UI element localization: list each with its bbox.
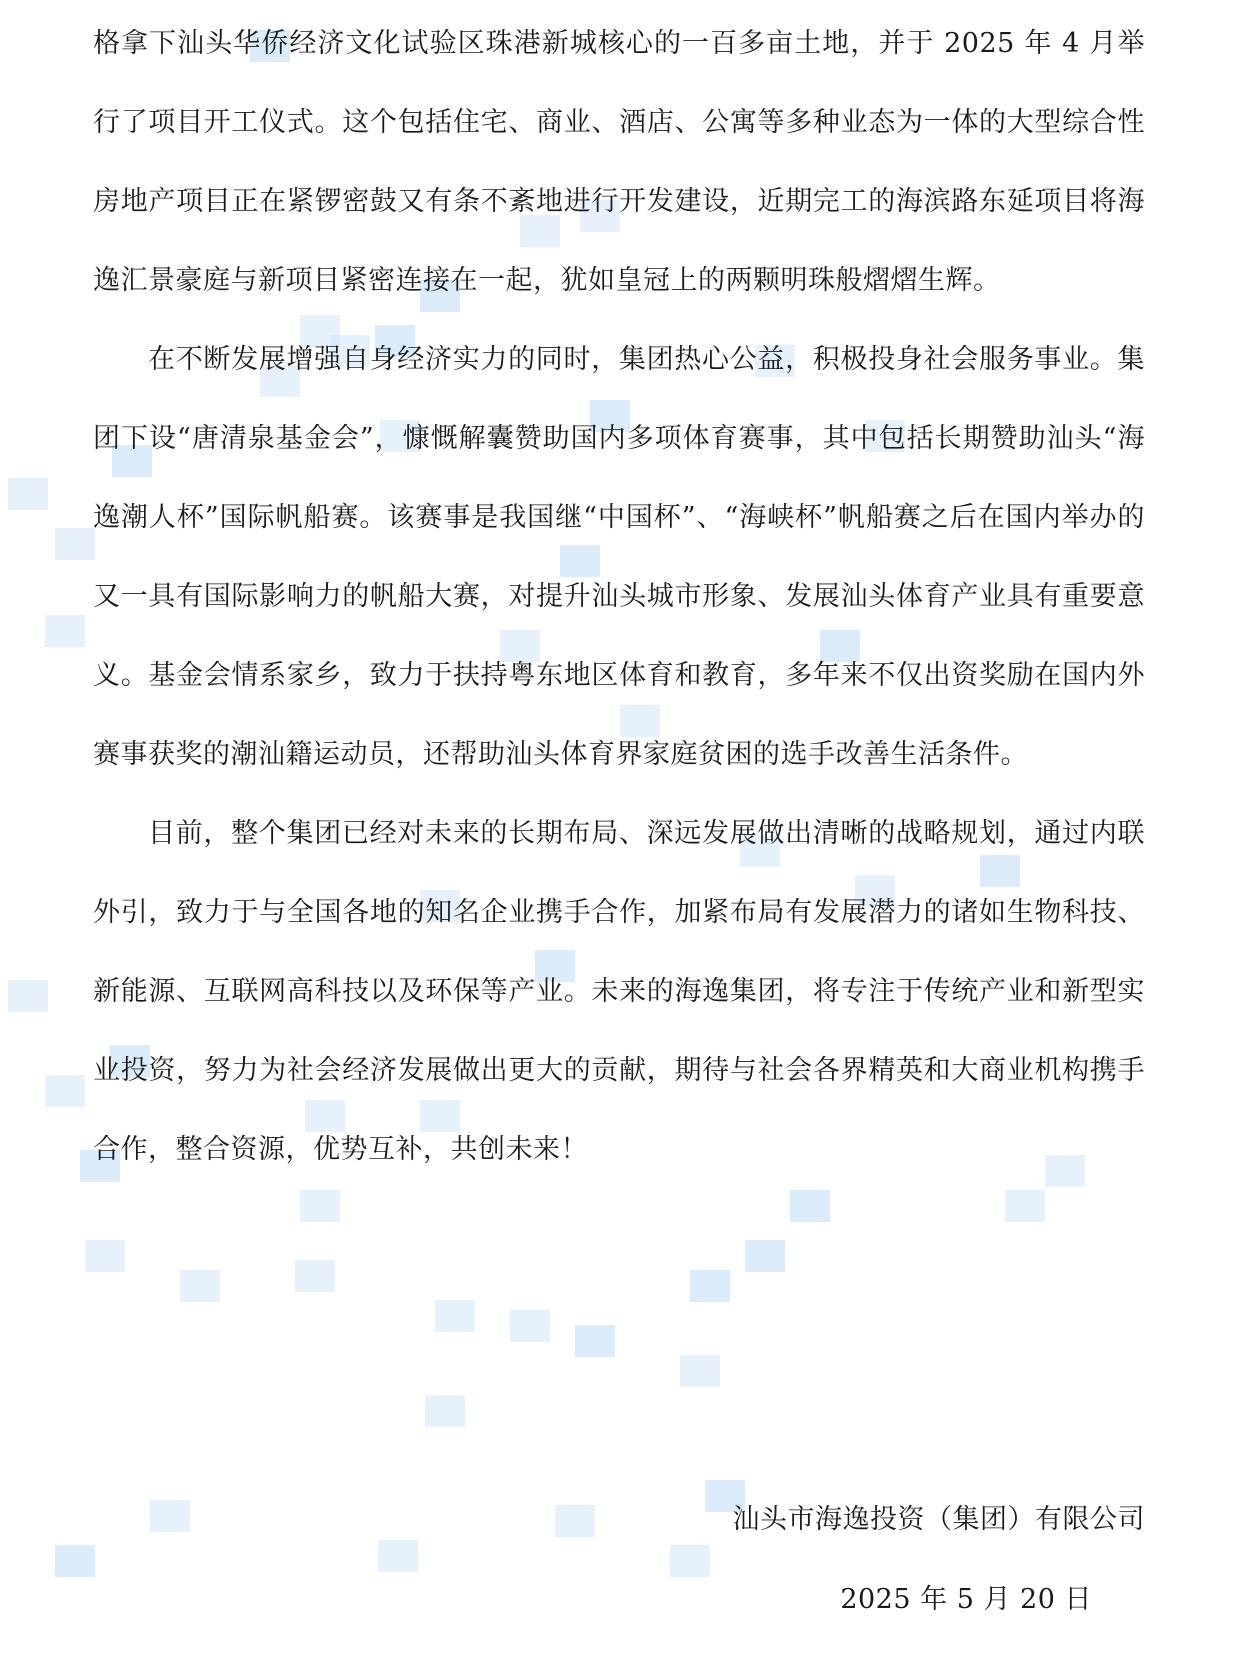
watermark-square	[680, 1355, 720, 1387]
signature-company: 汕头市海逸投资（集团）有限公司	[732, 1504, 1145, 1535]
watermark-square	[745, 1240, 785, 1272]
watermark-square	[425, 1395, 465, 1427]
watermark-square	[295, 1260, 335, 1292]
watermark-square	[378, 1540, 418, 1572]
document-body	[93, 4, 1145, 1189]
watermark-square	[85, 1240, 125, 1272]
watermark-square	[8, 980, 48, 1012]
watermark-square	[300, 1190, 340, 1222]
watermark-square	[435, 1300, 475, 1332]
watermark-square	[575, 1325, 615, 1357]
watermark-square	[670, 1545, 710, 1577]
watermark-square	[45, 615, 85, 647]
watermark-square	[45, 1075, 85, 1107]
watermark-square	[790, 1190, 830, 1222]
paragraph-2: 在不断发展增强自身经济实力的同时，集团热心公益，积极投身社会服务事业。集团下设“唐清泉基金会”，慷慨解囊赞助国内多项体育赛事，其中包括长期赞助汕头“海逸潮人杯”国际帆船赛。该赛事是我国继“中国杯”、“海峡杯”帆船赛之后在国内举办的又一具有国际影响力的帆船大赛，对提升汕头城市形象、发展汕头体育产业具有重要意义。基金会情系家乡，致力于扶持粤东地区体育和教育，多年来不仅出资奖励在国内外赛事获奖的潮汕籍运动员，还帮助汕头体育界家庭贫困的选手改善生活条件。	[93, 344, 1145, 770]
signature-date: 2025 年 5 月 20 日	[840, 1584, 1092, 1615]
watermark-square	[1005, 1190, 1045, 1222]
paragraph-1: 格拿下汕头华侨经济文化试验区珠港新城核心的一百多亩土地，并于 2025 年 4 月举行了项目开工仪式。这个包括住宅、商业、酒店、公寓等多种业态为一体的大型综合性房地产项目正在紧锣密鼓又有条不紊地进行开发建设，近期完工的海滨路东延项目将海逸汇景豪庭与新项目紧密连接在一起，犹如皇冠上的两颗明珠般熠熠生辉。	[93, 28, 1145, 296]
paragraph-3: 目前，整个集团已经对未来的长期布局、深远发展做出清晰的战略规划，通过内联外引，致力于与全国各地的知名企业携手合作，加紧布局有发展潜力的诸如生物科技、新能源、互联网高科技以及环保等产业。未来的海逸集团，将专注于传统产业和新型实业投资，努力为社会经济发展做出更大的贡献，期待与社会各界精英和大商业机构携手合作，整合资源，优势互补，共创未来！	[93, 818, 1145, 1165]
watermark-square	[180, 1270, 220, 1302]
watermark-square	[55, 1545, 95, 1577]
watermark-square	[555, 1505, 595, 1537]
watermark-square	[510, 1310, 550, 1342]
watermark-square	[8, 478, 48, 510]
watermark-square	[55, 528, 95, 560]
watermark-square	[690, 1270, 730, 1302]
watermark-square	[150, 1500, 190, 1532]
